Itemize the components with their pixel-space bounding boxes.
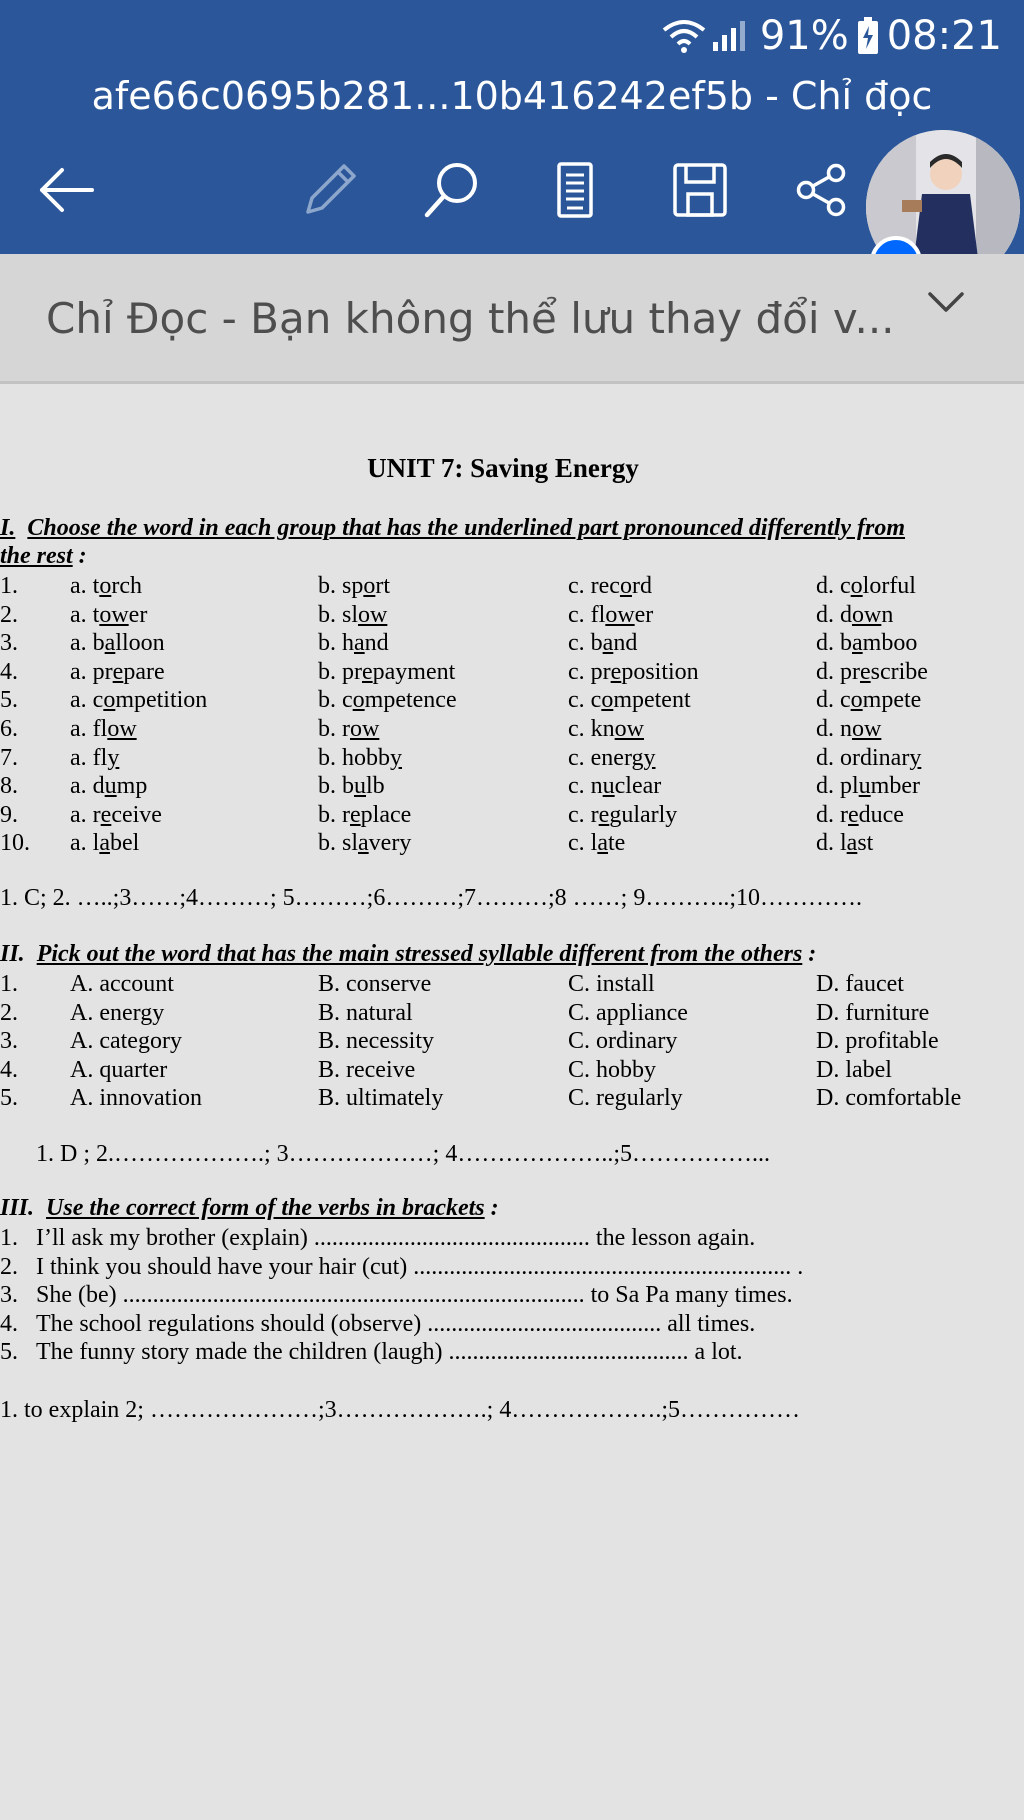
option-text: bel [109, 830, 140, 857]
exercise-sentence: I’ll ask my brother (explain) .............................................. the lesson again. [36, 1225, 756, 1251]
document-page [0, 384, 1024, 1820]
option-a [70, 658, 165, 686]
underlined-part: ow [107, 716, 137, 742]
underlined-part: u [602, 773, 615, 800]
option-b [318, 829, 411, 857]
option-text: a. c [70, 687, 104, 714]
option-text: rch [111, 573, 142, 599]
option-c [568, 715, 644, 743]
question-number: 3. [0, 1028, 18, 1055]
option-text: c. r [568, 801, 599, 828]
option-text: a. fl [70, 744, 108, 771]
exercise-sentence: The school regulations should (observe) ....................................... all times. [36, 1310, 756, 1337]
option-b [318, 572, 390, 600]
option-text: a. b [70, 630, 105, 657]
question-number: 7. [0, 744, 18, 771]
back-arrow-icon [36, 165, 96, 215]
option-b: B. conserve [318, 971, 432, 997]
section-2-heading [0, 940, 816, 968]
document-title: afe66c0695b281...10b416242ef5b - Chỉ đọc [91, 74, 933, 118]
section-3-colon: : [484, 1195, 499, 1221]
option-b: B. receive [318, 1056, 416, 1083]
save-button[interactable] [660, 150, 740, 230]
option-c: C. regularly [568, 1085, 683, 1112]
option-text: b. sp [318, 573, 364, 599]
option-text: c. fl [568, 601, 606, 628]
option-text: st [857, 830, 874, 857]
option-a: A. account [70, 971, 174, 997]
option-a [70, 601, 147, 629]
underlined-part: ow [350, 716, 380, 742]
option-text: b. b [318, 773, 354, 800]
option-text: d. d [816, 601, 852, 628]
section-2-instruction: Pick out the word that has the main stressed syllable different from the others [36, 941, 803, 967]
option-text: mpetence [364, 687, 457, 714]
underlined-part: o [103, 687, 116, 714]
question-number: 1. [0, 573, 18, 599]
option-c: C. install [568, 971, 655, 997]
option-b [318, 744, 402, 772]
option-c [568, 572, 652, 600]
option-text: position [621, 658, 699, 685]
wifi-icon [662, 18, 706, 54]
save-icon [672, 162, 728, 218]
underlined-part: a [99, 830, 110, 857]
option-text: rt [375, 573, 391, 599]
underlined-part: y [107, 744, 120, 771]
question-number: 5. [0, 1085, 18, 1112]
option-text: b. r [318, 716, 350, 742]
option-d [816, 829, 873, 857]
underlined-part: e [112, 658, 124, 685]
option-text: rd [631, 573, 652, 599]
section-3-instruction: Use the correct form of the verbs in brackets [46, 1195, 485, 1221]
option-text: d. r [816, 801, 848, 828]
underlined-part: u [858, 773, 871, 800]
option-text: c. n [568, 773, 603, 800]
option-b: B. natural [318, 999, 413, 1026]
section-1-number: I. [0, 515, 16, 541]
section-1-heading-cont [0, 542, 87, 570]
edit-button[interactable] [290, 150, 370, 230]
option-text: mpetent [613, 687, 691, 714]
battery-charging-icon [857, 17, 879, 55]
option-text: b. h [318, 630, 354, 657]
option-text: duce [858, 801, 904, 828]
option-text: te [607, 830, 626, 857]
option-text: c. b [568, 630, 603, 657]
option-a: A. category [70, 1028, 182, 1055]
option-b: B. ultimately [318, 1085, 444, 1112]
question-number: 6. [0, 716, 18, 742]
option-d [816, 601, 893, 629]
option-b [318, 772, 385, 800]
option-text: c. c [568, 687, 602, 714]
expand-banner-button[interactable] [926, 290, 966, 319]
option-text: c. l [568, 830, 598, 857]
underlined-part: e [350, 801, 361, 828]
read-only-banner[interactable] [0, 254, 1024, 384]
option-text: d. pr [816, 658, 860, 685]
underlined-part: e [848, 801, 859, 828]
option-text: c. kn [568, 716, 615, 742]
status-bar [662, 12, 1002, 60]
option-text: b. sl [318, 830, 359, 857]
option-a: A. energy [70, 999, 165, 1026]
underlined-part: o [99, 573, 112, 599]
underlined-part: ow [614, 716, 644, 742]
option-c [568, 801, 677, 829]
option-c: C. appliance [568, 999, 688, 1026]
underlined-part: e [362, 658, 373, 685]
option-text: nd [613, 630, 638, 657]
pencil-icon [300, 160, 360, 220]
search-icon [421, 159, 483, 221]
underlined-part: y [909, 744, 922, 771]
option-b [318, 686, 457, 714]
option-d [816, 686, 921, 714]
option-b [318, 658, 455, 686]
option-a [70, 801, 162, 829]
option-text: lorful [862, 573, 916, 599]
option-c: C. ordinary [568, 1028, 678, 1055]
option-text: d. pl [816, 773, 859, 800]
option-text: a. d [70, 773, 105, 800]
section-1-instruction-end: the rest [0, 543, 73, 569]
option-text: d. n [816, 716, 852, 742]
option-text: lb [366, 773, 385, 800]
banner-message: Chỉ Đọc - Bạn không thể lưu thay đổi v... [46, 294, 895, 343]
option-text: b. pr [318, 658, 362, 685]
search-button[interactable] [412, 150, 492, 230]
underlined-part: ow [852, 716, 882, 742]
option-c [568, 601, 653, 629]
option-text: mpete [862, 687, 922, 714]
underlined-part: a [104, 630, 116, 657]
option-a [70, 829, 139, 857]
option-b: B. necessity [318, 1028, 434, 1055]
option-b [318, 801, 411, 829]
option-text: er [634, 601, 654, 628]
option-c [568, 686, 691, 714]
option-text: lloon [115, 630, 165, 657]
option-text: a. t [70, 601, 100, 628]
reading-view-button[interactable] [535, 150, 615, 230]
option-d [816, 715, 881, 743]
section-3-answers: 1. to explain 2; …………………;3……………….; 4……………….;5…………… [0, 1397, 800, 1423]
option-text: clear [614, 773, 662, 800]
option-d [816, 744, 921, 772]
unit-title: UNIT 7: Saving Energy [367, 453, 639, 483]
option-d: D. label [816, 1056, 892, 1083]
option-text: b. c [318, 687, 353, 714]
option-b [318, 601, 387, 629]
underlined-part: ow [99, 601, 129, 628]
option-d [816, 658, 928, 686]
underlined-part: ow [852, 601, 882, 628]
option-a [70, 772, 147, 800]
section-1-colon: : [72, 543, 87, 569]
question-number: 5. [0, 1339, 18, 1366]
option-text: c. pr [568, 658, 611, 685]
section-3-heading [0, 1194, 499, 1222]
option-text: d. b [816, 630, 852, 657]
option-text: er [128, 601, 148, 628]
section-2-answers: 1. D ; 2.……………….; 3………………; 4………………..;5……………... [36, 1141, 771, 1167]
option-b [318, 715, 379, 743]
option-a [70, 715, 137, 743]
section-1-heading [0, 514, 905, 542]
share-button[interactable] [782, 150, 862, 230]
option-text: a. pr [70, 658, 113, 685]
underlined-part: e [860, 658, 871, 685]
underlined-part: a [852, 630, 863, 657]
option-d [816, 572, 916, 600]
question-number: 3. [0, 1282, 18, 1309]
option-text: c. energ [568, 744, 644, 771]
option-text: d. ordinar [816, 744, 910, 771]
underlined-part: a [354, 630, 365, 657]
underlined-part: e [100, 801, 112, 828]
option-d: D. furniture [816, 999, 930, 1026]
option-text: ceive [111, 801, 162, 828]
underlined-part: y [390, 744, 402, 771]
option-a [70, 629, 165, 657]
exercise-sentence: She (be) ............................................................................. to Sa Pa many times. [36, 1282, 793, 1309]
option-d: D. faucet [816, 971, 904, 997]
underlined-part: a [358, 830, 369, 857]
underlined-part: e [598, 801, 610, 828]
option-text: d. l [816, 830, 847, 857]
option-text: pare [123, 658, 165, 685]
option-text: gularly [609, 801, 678, 828]
underlined-part: a [846, 830, 858, 857]
option-text: scribe [870, 658, 928, 685]
option-text: mboo [862, 630, 918, 657]
section-2-number: II. [0, 941, 25, 967]
underlined-part: ow [358, 601, 388, 628]
question-number: 8. [0, 773, 18, 800]
option-d [816, 801, 904, 829]
option-c [568, 772, 661, 800]
question-number: 3. [0, 630, 18, 657]
option-text: mpetition [115, 687, 208, 714]
option-a [70, 686, 207, 714]
option-text: a. t [70, 573, 100, 599]
underlined-part: u [104, 773, 117, 800]
share-icon [794, 162, 850, 218]
question-number: 5. [0, 687, 18, 714]
question-number: 10. [0, 830, 30, 857]
underlined-part: o [619, 573, 632, 599]
signal-icon [712, 20, 746, 52]
underlined-part: o [363, 573, 376, 599]
section-1-answers: 1. C; 2. …..;3……;4………; 5………;6………;7………;8 ……; 9………..;10…………. [0, 885, 863, 911]
section-3-number: III. [0, 1195, 35, 1221]
option-b [318, 629, 389, 657]
question-number: 1. [0, 971, 18, 997]
underlined-part: u [354, 773, 366, 800]
reading-view-icon [555, 161, 595, 219]
option-text: b. sl [318, 601, 359, 628]
option-c [568, 744, 656, 772]
option-text: a. r [70, 801, 101, 828]
question-number: 2. [0, 601, 18, 628]
option-text: a. fl [70, 716, 108, 742]
underlined-part: e [610, 658, 622, 685]
question-number: 9. [0, 801, 18, 828]
option-text: nd [364, 630, 389, 657]
option-d [816, 772, 920, 800]
option-text: a. l [70, 830, 100, 857]
question-number: 4. [0, 658, 18, 685]
chevron-down-icon [926, 290, 966, 314]
option-text: b. hobb [318, 744, 390, 771]
underlined-part: o [850, 687, 863, 714]
question-number: 2. [0, 999, 18, 1026]
option-d: D. profitable [816, 1028, 939, 1055]
option-text: d. c [816, 573, 851, 599]
option-c [568, 629, 637, 657]
option-text: payment [372, 658, 456, 685]
question-number: 1. [0, 1225, 18, 1251]
back-button[interactable] [26, 150, 106, 230]
battery-percent: 91% [759, 13, 849, 59]
option-a: A. innovation [70, 1085, 202, 1112]
option-text: n [881, 601, 894, 628]
clock: 08:21 [886, 13, 1002, 59]
question-number: 4. [0, 1310, 18, 1337]
option-a [70, 744, 119, 772]
option-text: mber [870, 773, 920, 800]
underlined-part: a [597, 830, 608, 857]
exercise-sentence: I think you should have your hair (cut) ............................................................... . [36, 1253, 804, 1280]
option-d [816, 629, 917, 657]
option-text: b. r [318, 801, 350, 828]
underlined-part: o [601, 687, 614, 714]
option-text: very [368, 830, 412, 857]
option-c [568, 658, 699, 686]
underlined-part: y [643, 744, 656, 771]
exercise-sentence: The funny story made the children (laugh) ........................................ a lot. [36, 1339, 743, 1366]
option-text: d. c [816, 687, 851, 714]
option-text: c. rec [568, 573, 620, 599]
section-2-colon: : [802, 941, 817, 967]
option-c: C. hobby [568, 1056, 657, 1083]
question-number: 2. [0, 1253, 18, 1280]
option-text: place [360, 801, 412, 828]
option-c [568, 829, 625, 857]
question-number: 4. [0, 1056, 18, 1083]
underlined-part: ow [605, 601, 635, 628]
underlined-part: a [602, 630, 614, 657]
option-d: D. comfortable [816, 1085, 962, 1112]
option-a: A. quarter [70, 1056, 168, 1083]
section-1-instruction: Choose the word in each group that has the underlined part pronounced differently from [27, 515, 906, 541]
underlined-part: o [352, 687, 365, 714]
option-text: mp [116, 773, 148, 800]
underlined-part: o [850, 573, 863, 599]
option-a [70, 572, 142, 600]
